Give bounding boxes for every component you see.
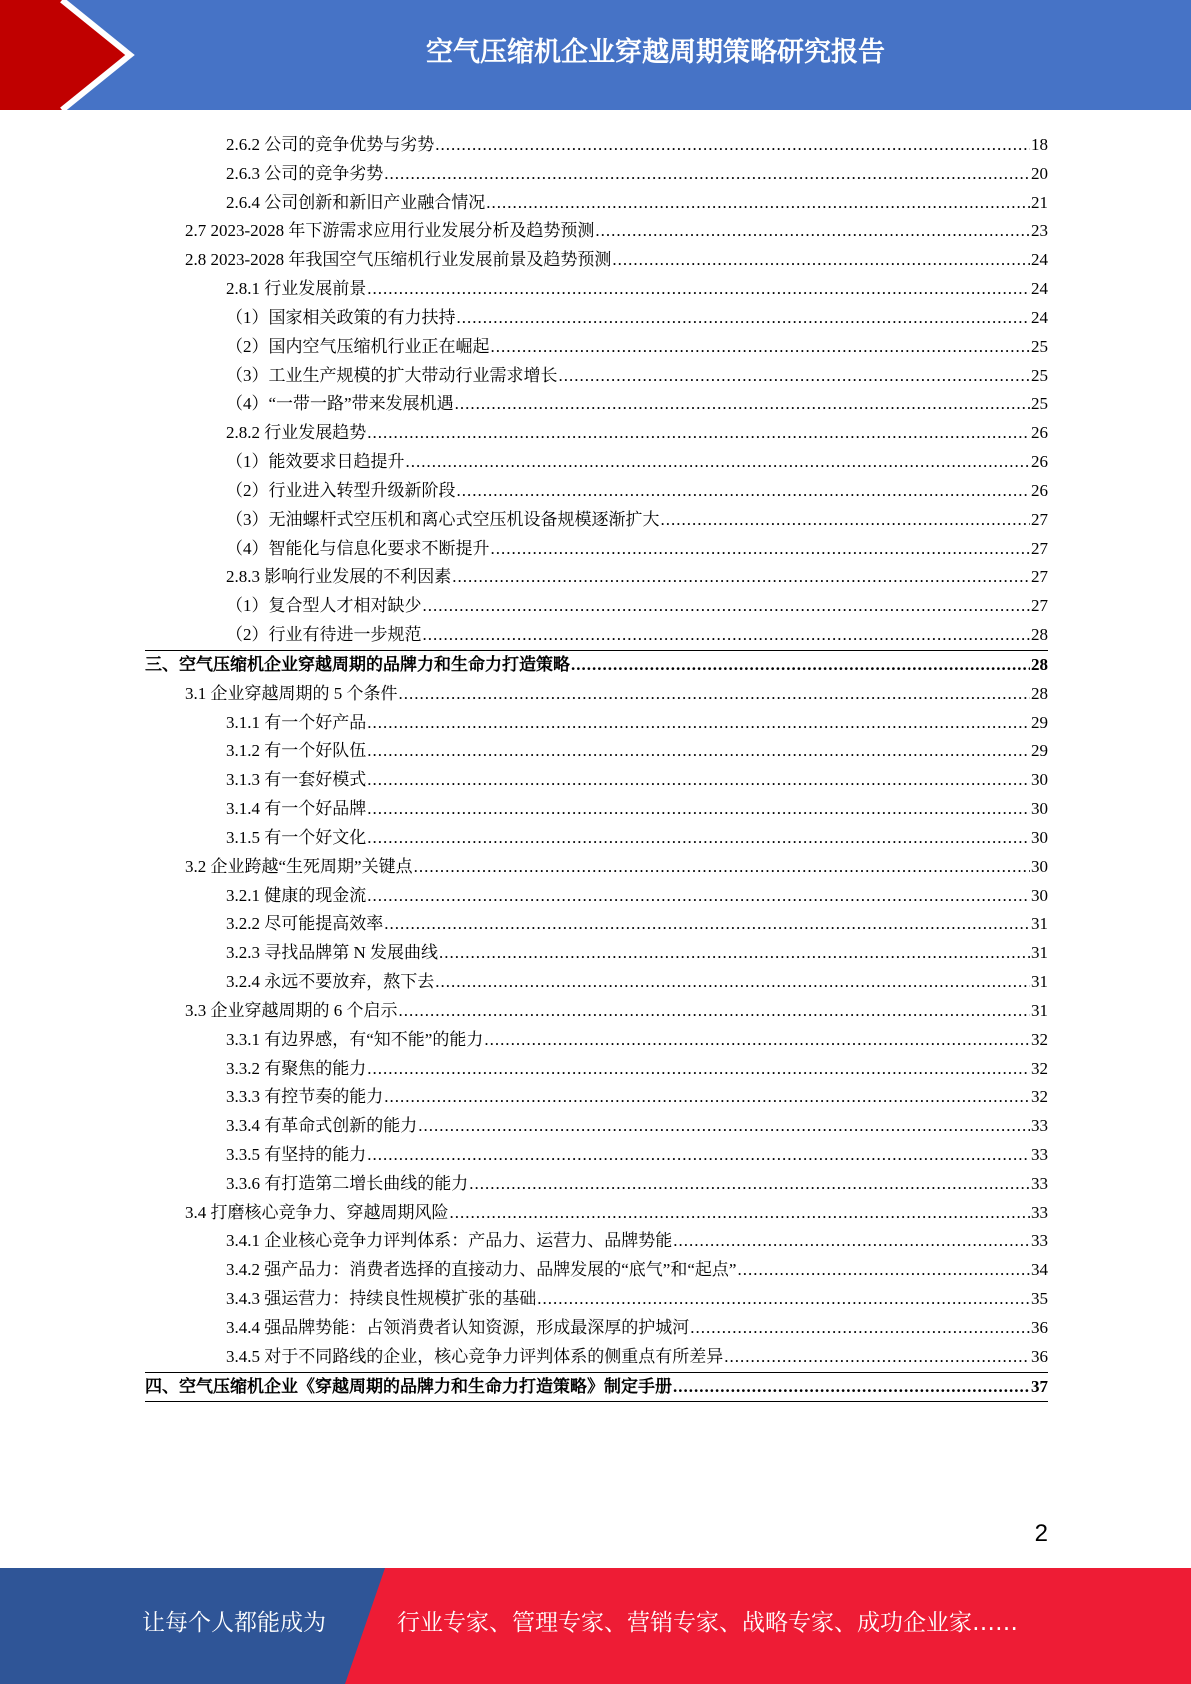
toc-entry-page: 30 bbox=[1031, 827, 1048, 847]
toc-entry-page: 33 bbox=[1031, 1173, 1048, 1193]
toc-entry-page: 31 bbox=[1031, 943, 1048, 963]
toc-entry-page: 25 bbox=[1031, 365, 1048, 385]
toc-entry-page: 32 bbox=[1031, 1058, 1048, 1078]
toc-entry-title: （4）智能化与信息化要求不断提升 bbox=[226, 538, 490, 558]
dot-leader bbox=[537, 1285, 1030, 1314]
toc-entry-page: 26 bbox=[1031, 452, 1048, 472]
dot-leader bbox=[367, 709, 1030, 738]
toc-entry[interactable] bbox=[145, 621, 1048, 650]
toc-entry[interactable] bbox=[145, 737, 1048, 766]
toc-entry[interactable] bbox=[145, 592, 1048, 621]
toc-entry-title: 四、空气压缩机企业《穿越周期的品牌力和生命力打造策略》制定手册 bbox=[145, 1376, 672, 1396]
toc-entry-page: 25 bbox=[1031, 336, 1048, 356]
dot-leader bbox=[737, 1256, 1030, 1285]
toc-entry-title: 3.4 打磨核心竞争力、穿越周期风险 bbox=[185, 1202, 449, 1222]
toc-entry-page: 35 bbox=[1031, 1289, 1048, 1309]
toc-entry-page: 24 bbox=[1031, 279, 1048, 299]
toc-entry-page: 33 bbox=[1031, 1231, 1048, 1251]
toc-entry[interactable] bbox=[145, 131, 1048, 160]
toc-entry[interactable] bbox=[145, 1227, 1048, 1256]
toc-entry-title: 2.6.2 公司的竞争优势与劣势 bbox=[226, 135, 435, 154]
toc-entry-page: 24 bbox=[1031, 307, 1048, 327]
toc-entry-title: 2.8 2023-2028 年我国空气压缩机行业发展前景及趋势预测 bbox=[185, 250, 612, 270]
page-number: 2 bbox=[1034, 1520, 1048, 1547]
toc-entry[interactable] bbox=[145, 1112, 1048, 1141]
toc-entry[interactable] bbox=[145, 1314, 1048, 1343]
dot-leader bbox=[384, 910, 1030, 939]
toc-entry[interactable] bbox=[145, 939, 1048, 968]
toc-entry[interactable] bbox=[145, 650, 1048, 680]
dot-leader bbox=[367, 1141, 1030, 1170]
toc-entry-title: 3.1.2 有一个好队伍 bbox=[226, 741, 367, 761]
page-header bbox=[0, 0, 1191, 110]
toc-entry-title: 3.3.2 有聚焦的能力 bbox=[226, 1058, 367, 1078]
dot-leader bbox=[439, 939, 1030, 968]
dot-leader bbox=[435, 131, 1030, 160]
dot-leader bbox=[406, 448, 1031, 477]
toc-entry-title: 2.8.3 影响行业发展的不利因素 bbox=[226, 567, 452, 587]
toc-entry-title: 3.2.4 永远不要放弃，熬下去 bbox=[226, 972, 435, 992]
toc-entry[interactable] bbox=[145, 333, 1048, 362]
toc-entry[interactable] bbox=[145, 1199, 1048, 1228]
toc-entry-page: 21 bbox=[1031, 192, 1048, 212]
toc-entry[interactable] bbox=[145, 968, 1048, 997]
dot-leader bbox=[452, 563, 1030, 592]
toc-entry[interactable] bbox=[145, 535, 1048, 564]
toc-entry-page: 33 bbox=[1031, 1116, 1048, 1136]
toc-entry[interactable] bbox=[145, 766, 1048, 795]
toc-entry-page: 27 bbox=[1031, 509, 1048, 529]
dot-leader bbox=[595, 217, 1030, 246]
toc-entry-page: 30 bbox=[1031, 770, 1048, 790]
dot-leader bbox=[367, 737, 1030, 766]
toc-entry-title: 3.1.4 有一个好品牌 bbox=[226, 799, 367, 819]
toc-entry-page: 32 bbox=[1031, 1029, 1048, 1049]
toc-entry-page: 36 bbox=[1031, 1346, 1048, 1366]
toc-entry-title: （2）行业进入转型升级新阶段 bbox=[226, 480, 456, 500]
toc-entry-page: 25 bbox=[1031, 394, 1048, 414]
toc-entry[interactable] bbox=[145, 824, 1048, 853]
dot-leader bbox=[690, 1314, 1030, 1343]
dot-leader bbox=[367, 824, 1030, 853]
toc-entry-page: 26 bbox=[1031, 423, 1048, 443]
toc-entry-title: 3.2 企业跨越“生死周期”关键点 bbox=[185, 856, 413, 876]
dot-leader bbox=[367, 1055, 1030, 1084]
dot-leader bbox=[450, 1199, 1031, 1228]
toc-entry[interactable] bbox=[145, 217, 1048, 246]
dot-leader bbox=[612, 246, 1030, 275]
toc-entry-title: （1）能效要求日趋提升 bbox=[226, 452, 405, 472]
dot-leader bbox=[367, 275, 1030, 304]
toc-entry-title: 3.3.6 有打造第二增长曲线的能力 bbox=[226, 1173, 469, 1193]
dot-leader bbox=[399, 680, 1031, 709]
toc-entry[interactable] bbox=[145, 1026, 1048, 1055]
toc-entry-page: 31 bbox=[1031, 972, 1048, 992]
dot-leader bbox=[486, 189, 1030, 218]
toc-entry-title: （1）国家相关政策的有力扶持 bbox=[226, 307, 456, 327]
toc-entry-title: 3.3.3 有控节奏的能力 bbox=[226, 1087, 384, 1107]
dot-leader bbox=[399, 997, 1031, 1026]
toc-entry-page: 29 bbox=[1031, 741, 1048, 761]
dot-leader bbox=[457, 304, 1031, 333]
toc-entry[interactable] bbox=[145, 448, 1048, 477]
dot-leader bbox=[491, 333, 1031, 362]
dot-leader bbox=[457, 477, 1031, 506]
dot-leader bbox=[367, 419, 1030, 448]
toc-entry[interactable] bbox=[145, 419, 1048, 448]
toc-entry-page: 28 bbox=[1031, 683, 1048, 703]
toc-entry[interactable] bbox=[145, 477, 1048, 506]
footer-slogan-left: 让每个人都能成为 bbox=[142, 1610, 326, 1636]
toc-entry-title: 3.3.4 有革命式创新的能力 bbox=[226, 1116, 418, 1136]
toc-entry-title: （3）无油螺杆式空压机和离心式空压机设备规模逐渐扩大 bbox=[226, 509, 660, 529]
dot-leader bbox=[367, 795, 1030, 824]
dot-leader bbox=[418, 1112, 1030, 1141]
toc-entry-page: 20 bbox=[1031, 163, 1048, 183]
dot-leader bbox=[571, 651, 1030, 680]
dot-leader bbox=[384, 160, 1030, 189]
toc-entry[interactable] bbox=[145, 362, 1048, 391]
dot-leader bbox=[559, 362, 1031, 391]
page-footer bbox=[0, 1568, 1191, 1684]
toc-entry[interactable] bbox=[145, 160, 1048, 189]
toc-entry[interactable] bbox=[145, 795, 1048, 824]
toc-entry-page: 36 bbox=[1031, 1317, 1048, 1337]
toc-entry-page: 27 bbox=[1031, 538, 1048, 558]
dot-leader bbox=[423, 621, 1031, 650]
toc-entry-title: （4）“一带一路”带来发展机遇 bbox=[226, 394, 454, 414]
toc-entry[interactable] bbox=[145, 1083, 1048, 1112]
report-title: 空气压缩机企业穿越周期策略研究报告 bbox=[426, 37, 885, 68]
toc-entry-page: 27 bbox=[1031, 596, 1048, 616]
toc-entry[interactable] bbox=[145, 1372, 1048, 1403]
table-of-contents bbox=[145, 131, 1048, 1402]
toc-entry-page: 28 bbox=[1031, 654, 1048, 674]
toc-entry-title: 3.4.2 强产品力：消费者选择的直接动力、品牌发展的“底气”和“起点” bbox=[226, 1260, 737, 1280]
toc-entry-page: 24 bbox=[1031, 250, 1048, 270]
toc-entry-title: 3.1.1 有一个好产品 bbox=[226, 712, 367, 732]
toc-entry-title: 3.4.3 强运营力：持续良性规模扩张的基础 bbox=[226, 1289, 537, 1309]
toc-entry-page: 28 bbox=[1031, 625, 1048, 645]
toc-entry-title: 3.2.2 尽可能提高效率 bbox=[226, 914, 384, 934]
toc-entry-title: （2）行业有待进一步规范 bbox=[226, 625, 422, 645]
toc-entry[interactable] bbox=[145, 1141, 1048, 1170]
dot-leader bbox=[491, 535, 1031, 564]
toc-entry-page: 34 bbox=[1031, 1260, 1048, 1280]
toc-entry-title: 2.8.1 行业发展前景 bbox=[226, 279, 367, 299]
dot-leader bbox=[673, 1373, 1030, 1402]
toc-entry[interactable] bbox=[145, 709, 1048, 738]
toc-entry[interactable] bbox=[145, 1055, 1048, 1084]
toc-entry-title: 2.6.4 公司创新和新旧产业融合情况 bbox=[226, 192, 486, 212]
toc-entry[interactable] bbox=[145, 506, 1048, 535]
dot-leader bbox=[484, 1026, 1030, 1055]
toc-entry-page: 27 bbox=[1031, 567, 1048, 587]
toc-entry[interactable] bbox=[145, 910, 1048, 939]
toc-entry-page: 30 bbox=[1031, 799, 1048, 819]
dot-leader bbox=[673, 1227, 1030, 1256]
dot-leader bbox=[367, 766, 1030, 795]
dot-leader bbox=[661, 506, 1031, 535]
toc-entry-title: 3.4.5 对于不同路线的企业，核心竞争力评判体系的侧重点有所差异 bbox=[226, 1346, 724, 1366]
dot-leader bbox=[414, 853, 1030, 882]
toc-entry-title: 3.4.1 企业核心竞争力评判体系：产品力、运营力、品牌势能 bbox=[226, 1231, 673, 1251]
toc-entry-title: 3.1.3 有一套好模式 bbox=[226, 770, 367, 790]
toc-entry[interactable] bbox=[145, 246, 1048, 275]
toc-entry-page: 32 bbox=[1031, 1087, 1048, 1107]
toc-entry-title: 2.6.3 公司的竞争劣势 bbox=[226, 163, 384, 183]
dot-leader bbox=[367, 882, 1030, 911]
toc-entry-title: 3.4.4 强品牌势能：占领消费者认知资源，形成最深厚的护城河 bbox=[226, 1317, 690, 1337]
toc-entry-title: （3）工业生产规模的扩大带动行业需求增长 bbox=[226, 365, 558, 385]
toc-entry-title: （2）国内空气压缩机行业正在崛起 bbox=[226, 336, 490, 356]
toc-entry[interactable] bbox=[145, 390, 1048, 419]
toc-entry-title: 3.2.3 寻找品牌第 N 发展曲线 bbox=[226, 943, 439, 963]
toc-entry[interactable] bbox=[145, 882, 1048, 911]
toc-entry[interactable] bbox=[145, 1170, 1048, 1199]
footer-slogan-right: 行业专家、管理专家、营销专家、战略专家、成功企业家…… bbox=[397, 1610, 1018, 1636]
toc-entry-page: 33 bbox=[1031, 1202, 1048, 1222]
dot-leader bbox=[384, 1083, 1030, 1112]
toc-entry[interactable] bbox=[145, 304, 1048, 333]
dot-leader bbox=[469, 1170, 1030, 1199]
toc-entry-page: 33 bbox=[1031, 1144, 1048, 1164]
toc-entry-page: 37 bbox=[1031, 1376, 1048, 1396]
toc-entry-page: 23 bbox=[1031, 221, 1048, 241]
toc-entry-page: 30 bbox=[1031, 856, 1048, 876]
toc-entry-page: 18 bbox=[1031, 135, 1048, 154]
toc-entry-title: 3.2.1 健康的现金流 bbox=[226, 885, 367, 905]
toc-entry-title: 2.7 2023-2028 年下游需求应用行业发展分析及趋势预测 bbox=[185, 221, 595, 241]
toc-entry-page: 31 bbox=[1031, 1000, 1048, 1020]
toc-entry-page: 29 bbox=[1031, 712, 1048, 732]
toc-entry[interactable] bbox=[145, 1343, 1048, 1372]
toc-entry[interactable] bbox=[145, 1256, 1048, 1285]
toc-entry[interactable] bbox=[145, 997, 1048, 1026]
toc-entry-title: 2.8.2 行业发展趋势 bbox=[226, 423, 367, 443]
toc-entry[interactable] bbox=[145, 275, 1048, 304]
toc-entry[interactable] bbox=[145, 1285, 1048, 1314]
toc-entry-page: 26 bbox=[1031, 480, 1048, 500]
toc-entry-title: 3.1.5 有一个好文化 bbox=[226, 827, 367, 847]
toc-entry[interactable] bbox=[145, 189, 1048, 218]
toc-entry[interactable] bbox=[145, 680, 1048, 709]
toc-entry[interactable] bbox=[145, 853, 1048, 882]
dot-leader bbox=[435, 968, 1030, 997]
dot-leader bbox=[455, 390, 1030, 419]
dot-leader bbox=[724, 1343, 1030, 1372]
toc-entry-page: 30 bbox=[1031, 885, 1048, 905]
toc-entry-title: 3.3 企业穿越周期的 6 个启示 bbox=[185, 1000, 398, 1020]
toc-entry-title: 3.1 企业穿越周期的 5 个条件 bbox=[185, 683, 398, 703]
toc-entry-page: 31 bbox=[1031, 914, 1048, 934]
toc-entry-title: （1）复合型人才相对缺少 bbox=[226, 596, 422, 616]
toc-entry-title: 三、空气压缩机企业穿越周期的品牌力和生命力打造策略 bbox=[145, 654, 570, 674]
toc-entry-title: 3.3.1 有边界感，有“知不能”的能力 bbox=[226, 1029, 484, 1049]
toc-entry[interactable] bbox=[145, 563, 1048, 592]
toc-entry-title: 3.3.5 有坚持的能力 bbox=[226, 1144, 367, 1164]
dot-leader bbox=[423, 592, 1031, 621]
